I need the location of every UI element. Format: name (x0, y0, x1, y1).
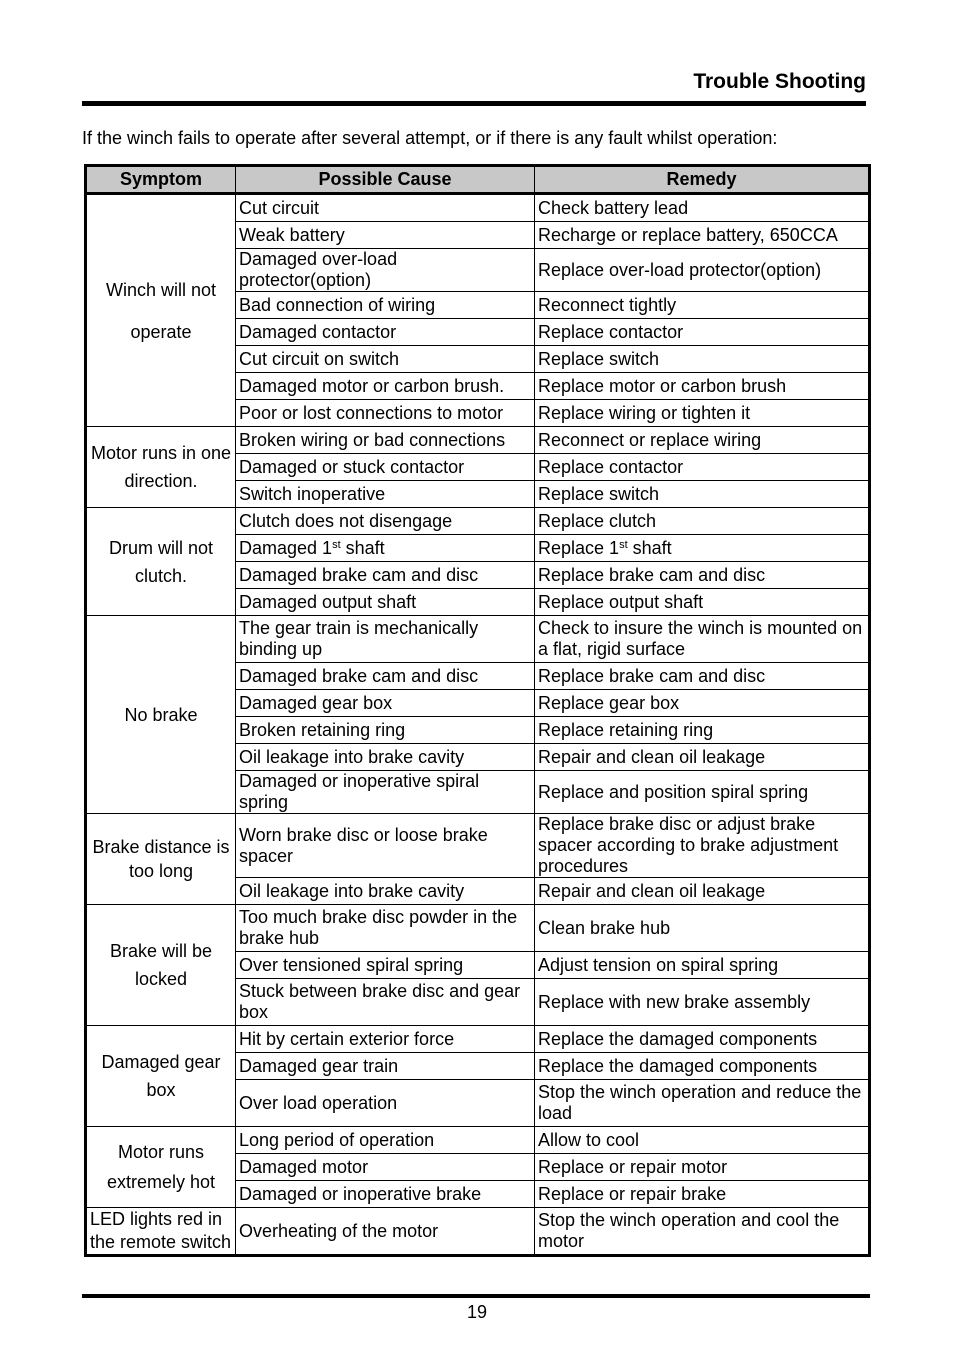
symptom-cell (86, 194, 236, 427)
symptom-line: box (146, 1080, 176, 1100)
remedy-cell: Replace the damaged components (535, 1053, 870, 1080)
cause-cell: Damaged brake cam and disc (236, 663, 535, 690)
cause-cell: Oil leakage into brake cavity (236, 744, 535, 771)
cause-cell: Too much brake disc powder in the brake hub (236, 905, 535, 952)
cause-cell: Clutch does not disengage (236, 508, 535, 535)
cause-cell: Bad connection of wiring (236, 292, 535, 319)
remedy-cell: Clean brake hub (535, 905, 870, 952)
symptom-line: LED lights red in (90, 1209, 223, 1229)
table-row (86, 1208, 870, 1256)
remedy-cell: Replace or repair motor (535, 1154, 870, 1181)
cause-cell: Cut circuit (236, 194, 535, 222)
symptom-line: Winch will not (105, 279, 217, 300)
section-title: Trouble Shooting (693, 70, 866, 93)
table-row (86, 905, 870, 952)
remedy-text: shaft (627, 537, 672, 558)
table-row (86, 1127, 870, 1154)
remedy-cell: Replace contactor (535, 454, 870, 481)
remedy-cell: Check to insure the winch is mounted on a flat, rigid surface (535, 616, 870, 663)
cause-cell: Hit by certain exterior force (236, 1026, 535, 1053)
cause-cell: Overheating of the motor (236, 1208, 535, 1256)
symptom-cell (86, 905, 236, 1026)
ordinal-suffix: st (332, 538, 341, 551)
cause-cell: Broken retaining ring (236, 717, 535, 744)
cause-cell: Over tensioned spiral spring (236, 952, 535, 979)
remedy-cell: Replace with new brake assembly (535, 979, 870, 1026)
remedy-cell: Replace gear box (535, 690, 870, 717)
symptom-cell: No brake (86, 616, 236, 814)
remedy-cell: Replace retaining ring (535, 717, 870, 744)
cause-cell: Switch inoperative (236, 481, 535, 508)
symptom-line: locked (134, 969, 188, 989)
remedy-cell: Replace or repair brake (535, 1181, 870, 1208)
cause-cell: Damaged or inoperative spiral spring (236, 771, 535, 814)
remedy-cell: Reconnect or replace wiring (535, 427, 870, 454)
remedy-cell: Allow to cool (535, 1127, 870, 1154)
remedy-cell: Replace brake cam and disc (535, 562, 870, 589)
symptom-cell (86, 1127, 236, 1208)
symptom-cell (86, 427, 236, 508)
cause-cell: Damaged output shaft (236, 589, 535, 616)
symptom-line: Brake distance is (92, 837, 230, 857)
cause-cell: The gear train is mechanically binding up (236, 616, 535, 663)
footer-divider (82, 1294, 870, 1298)
cause-cell: Damaged gear train (236, 1053, 535, 1080)
header-remedy: Remedy (535, 166, 870, 194)
remedy-cell: Repair and clean oil leakage (535, 878, 870, 905)
remedy-cell: Replace clutch (535, 508, 870, 535)
remedy-cell: Repair and clean oil leakage (535, 744, 870, 771)
table-row (86, 508, 870, 535)
symptom-line: Damaged gear (101, 1052, 221, 1072)
cause-cell: Stuck between brake disc and gear box (236, 979, 535, 1026)
symptom-line: extremely hot (106, 1172, 216, 1192)
remedy-cell: Recharge or replace battery, 650CCA (535, 222, 870, 249)
symptom-line: too long (128, 861, 194, 881)
cause-cell: Damaged over-load protector(option) (236, 249, 535, 292)
cause-cell (236, 535, 535, 562)
cause-cell: Over load operation (236, 1080, 535, 1127)
remedy-cell: Replace brake disc or adjust brake spacer according to brake adjustment procedures (535, 814, 870, 878)
remedy-cell: Replace the damaged components (535, 1026, 870, 1053)
troubleshooting-table (84, 164, 871, 1257)
remedy-cell: Replace brake cam and disc (535, 663, 870, 690)
remedy-cell: Reconnect tightly (535, 292, 870, 319)
symptom-cell (86, 1208, 236, 1256)
remedy-cell: Replace and position spiral spring (535, 771, 870, 814)
cause-text: shaft (340, 537, 385, 558)
remedy-cell (535, 535, 870, 562)
cause-cell: Long period of operation (236, 1127, 535, 1154)
cause-text: Damaged 1 (239, 537, 333, 558)
cause-cell: Damaged motor (236, 1154, 535, 1181)
table-row (86, 427, 870, 454)
cause-cell: Damaged gear box (236, 690, 535, 717)
remedy-cell: Replace output shaft (535, 589, 870, 616)
cause-cell: Oil leakage into brake cavity (236, 878, 535, 905)
symptom-line: Brake will be (109, 941, 213, 961)
header-possible-cause: Possible Cause (236, 166, 535, 194)
cause-cell: Cut circuit on switch (236, 346, 535, 373)
cause-cell: Broken wiring or bad connections (236, 427, 535, 454)
symptom-line: operate (130, 321, 192, 342)
cause-cell: Damaged or inoperative brake (236, 1181, 535, 1208)
cause-cell: Damaged brake cam and disc (236, 562, 535, 589)
remedy-cell: Replace over-load protector(option) (535, 249, 870, 292)
symptom-line: Motor runs (117, 1142, 205, 1162)
header-symptom: Symptom (86, 166, 236, 194)
symptom-line: Motor runs in one (90, 443, 232, 463)
remedy-cell: Replace contactor (535, 319, 870, 346)
symptom-cell (86, 508, 236, 616)
symptom-cell (86, 1026, 236, 1127)
table-row (86, 194, 870, 222)
symptom-line: clutch. (134, 565, 188, 586)
remedy-cell: Replace switch (535, 346, 870, 373)
cause-cell: Poor or lost connections to motor (236, 400, 535, 427)
remedy-text: Replace 1 (538, 537, 620, 558)
table-header-row (86, 166, 870, 194)
symptom-line: direction. (124, 471, 198, 491)
remedy-cell: Replace motor or carbon brush (535, 373, 870, 400)
page-number: 19 (466, 1302, 488, 1322)
intro-text: If the winch fails to operate after several attempt, or if there is any fault whilst operation: (82, 128, 778, 148)
symptom-line: the remote switch (90, 1232, 232, 1252)
remedy-cell: Replace switch (535, 481, 870, 508)
cause-cell: Damaged motor or carbon brush. (236, 373, 535, 400)
ordinal-suffix: st (619, 538, 628, 551)
header-divider (82, 101, 866, 106)
table-row (86, 1026, 870, 1053)
symptom-line: Drum will not (108, 537, 214, 558)
remedy-cell: Check battery lead (535, 194, 870, 222)
cause-cell: Weak battery (236, 222, 535, 249)
cause-cell: Worn brake disc or loose brake spacer (236, 814, 535, 878)
remedy-cell: Stop the winch operation and reduce the load (535, 1080, 870, 1127)
cause-cell: Damaged or stuck contactor (236, 454, 535, 481)
table-row (86, 616, 870, 663)
remedy-cell: Adjust tension on spiral spring (535, 952, 870, 979)
cause-cell: Damaged contactor (236, 319, 535, 346)
symptom-cell (86, 814, 236, 905)
remedy-cell: Replace wiring or tighten it (535, 400, 870, 427)
remedy-cell: Stop the winch operation and cool the motor (535, 1208, 870, 1256)
table-row (86, 814, 870, 878)
